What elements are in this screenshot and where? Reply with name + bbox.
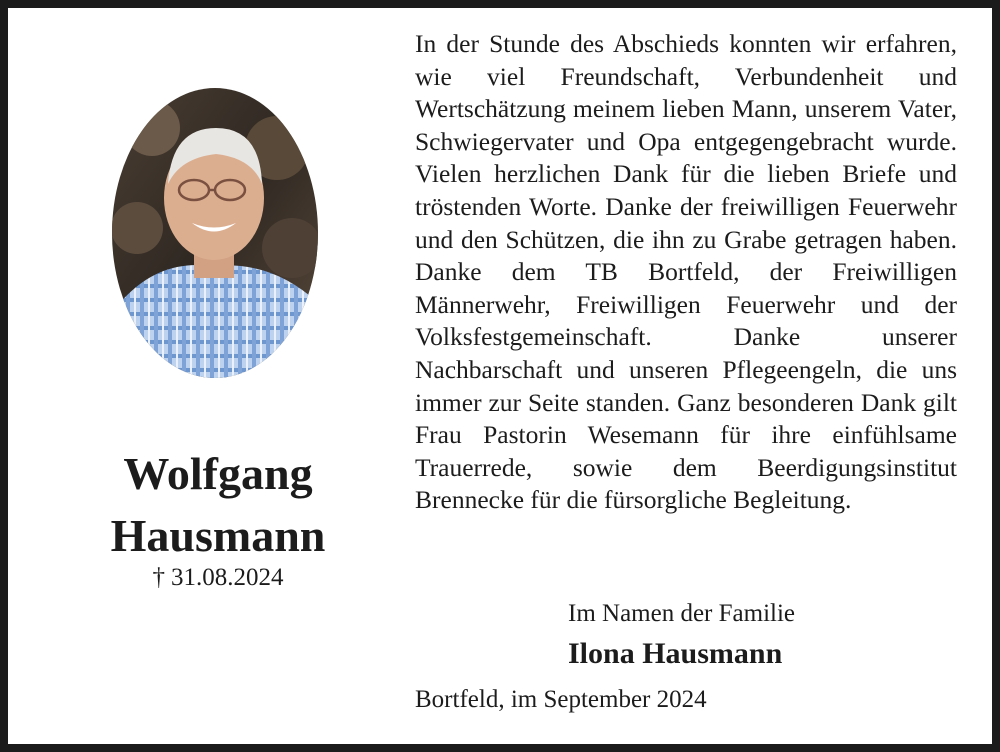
signature-name: Ilona Hausmann <box>568 637 783 670</box>
deceased-last-name: Hausmann <box>110 510 326 561</box>
portrait-photo <box>112 88 318 378</box>
thank-you-message: In der Stunde des Abschieds konnten wir erfahren, wie viel Freundschaft, Verbundenheit und Wertschätzung meinem lieben Mann, unserem Vater, Schwiegervater und Opa entgegengebracht wurde. Vielen herzlichen Dank für die lieben Briefe und tröstenden Worte. Danke der freiwilligen Feuerwehr und den Schützen, die ihn zu Grabe getragen haben. Danke dem TB Bortfeld, der Freiwilligen Männerwehr, Freiwilligen Feuerwehr und der Volksfestgemeinschaft. Danke unserer Nachbarschaft und unseren Pflegeengeln, die uns immer zur Seite standen. Ganz besonderen Dank gilt Frau Pastorin Wesemann für ihre einfühlsame Trauerrede, sowie dem Beerdigungsinstitut Brennecke für die fürsorgliche Begleitung. <box>415 29 957 515</box>
death-date-line <box>48 564 388 592</box>
signature-intro: Im Namen der Familie <box>568 600 796 627</box>
cross-icon: † <box>152 564 165 591</box>
portrait-image <box>112 88 318 378</box>
place-and-date: Bortfeld, im September 2024 <box>415 686 707 713</box>
deceased-first-name: Wolfgang <box>123 448 313 499</box>
death-date: 31.08.2024 <box>171 564 284 591</box>
obituary-card <box>8 8 992 744</box>
